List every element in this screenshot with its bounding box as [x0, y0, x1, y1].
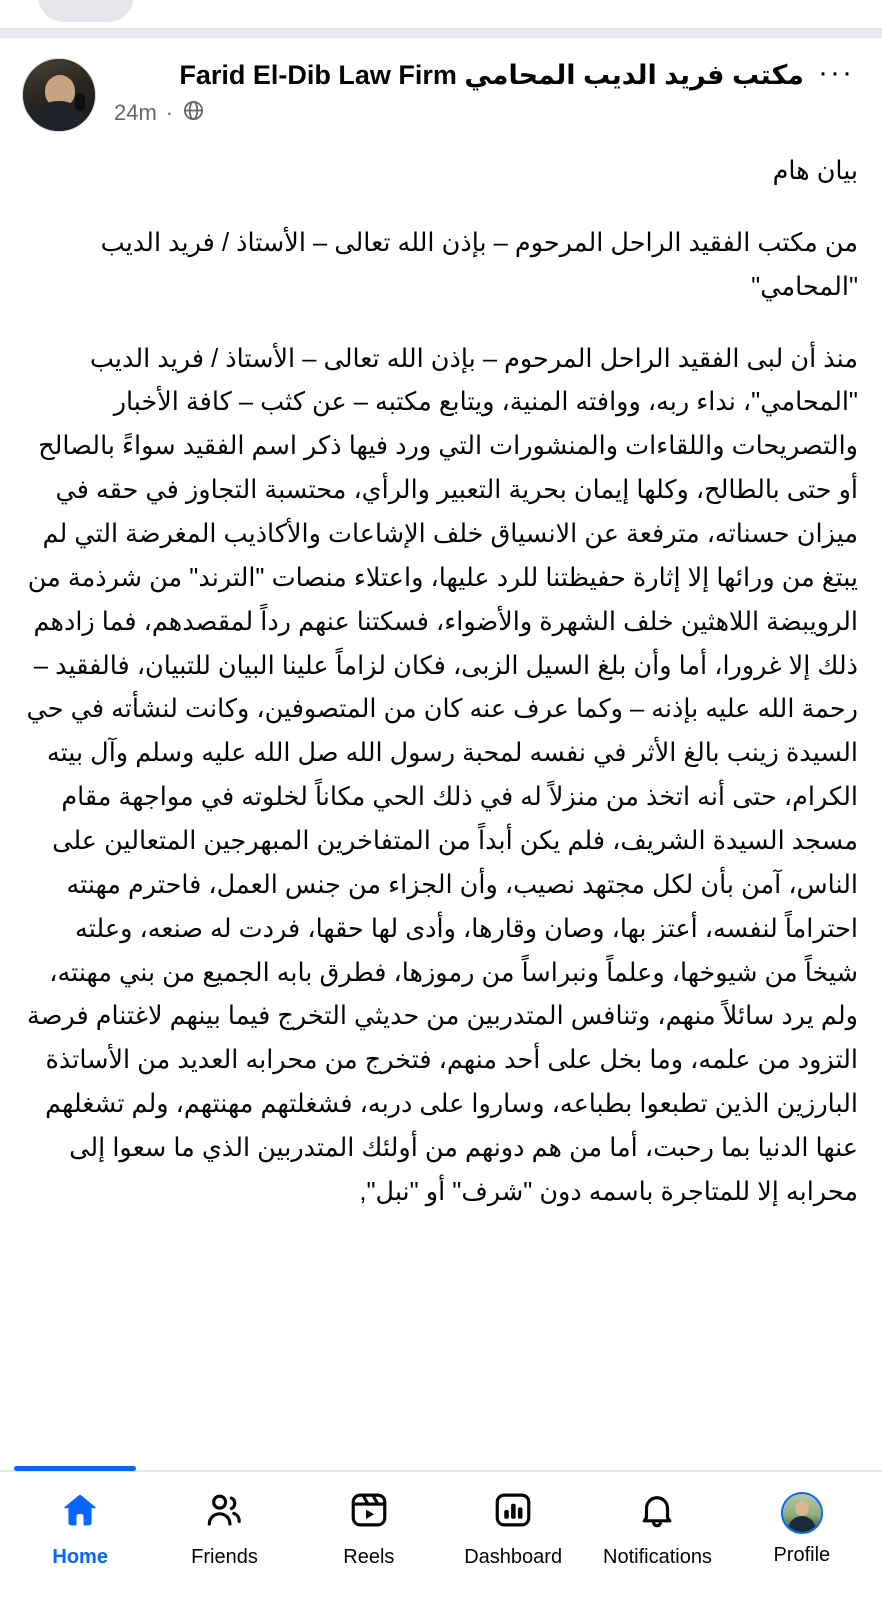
- dashboard-icon: [492, 1489, 534, 1536]
- nav-item-dashboard[interactable]: [441, 1476, 585, 1582]
- post-paragraph-1: بيان هام: [772, 157, 858, 185]
- avatar[interactable]: [22, 58, 96, 132]
- avatar-microphone: [75, 93, 85, 111]
- page-name[interactable]: Farid El-Dib Law Firm مكتب فريد الديب المحامي: [179, 60, 804, 90]
- nav-item-reels[interactable]: [297, 1476, 441, 1582]
- nav-label-reels: Reels: [343, 1546, 395, 1568]
- nav-label-notifications: Notifications: [603, 1546, 712, 1568]
- nav-item-notifications[interactable]: [585, 1476, 729, 1582]
- nav-label-friends: Friends: [191, 1546, 258, 1568]
- friends-icon: [203, 1489, 245, 1536]
- bottom-navigation-bar: [0, 1472, 882, 1600]
- nav-label-profile: Profile: [773, 1543, 831, 1566]
- post-paragraph-2: من مكتب الفقيد الراحل المرحوم – بإذن الله تعالى – الأستاذ / فريد الديب "المحامي": [100, 228, 858, 301]
- meta-separator: ·: [165, 100, 174, 126]
- globe-icon[interactable]: [182, 99, 205, 127]
- scroll-progress-indicator: [14, 1466, 136, 1471]
- post-header-text: [96, 58, 812, 127]
- profile-avatar-icon: [781, 1492, 823, 1534]
- post-meta: [114, 99, 804, 127]
- reels-icon: [348, 1489, 390, 1536]
- nav-item-profile[interactable]: [730, 1476, 874, 1582]
- post-header: [0, 38, 882, 136]
- home-icon: [59, 1489, 101, 1536]
- nav-label-home: Home: [52, 1546, 108, 1568]
- bell-icon: [636, 1489, 678, 1536]
- feed-divider: [0, 28, 882, 38]
- post-body[interactable]: [0, 136, 882, 1470]
- post-more-options-button[interactable]: ···: [818, 56, 854, 89]
- nav-label-dashboard: Dashboard: [464, 1546, 563, 1568]
- nav-item-home[interactable]: [8, 1476, 152, 1582]
- post-timestamp[interactable]: 24m: [114, 100, 157, 126]
- previous-post-remnant: [0, 0, 882, 28]
- nav-item-friends[interactable]: [152, 1476, 296, 1582]
- previous-post-chip: [38, 0, 134, 22]
- profile-avatar-head: [795, 1501, 809, 1516]
- post-paragraph-3: منذ أن لبى الفقيد الراحل المرحوم – بإذن الله تعالى – الأستاذ / فريد الديب "المحامي"، نداء ربه، ووافته المنية، ويتابع مكتبه – عن كثب – كافة الأخبار والتصريحات واللقاءات والمنشورات التي ورد فيها ذكر اسم الفقيد سواءً بالصالح أو حتى بالطالح، وكلها إيمان بحرية التعبير والرأي، محتسبة التجاوز في حقه في ميزان حسناته، مترفعة عن الانسياق خلف الإشاعات والأكاذيب المغرضة التي لم يبتغ من ورائها إلا إثارة حفيظتنا للرد عليها، واعتلاء منصات "الترند" من شرذمة من الرويبضة اللاهثين خلف الشهرة والأضواء، فسكتنا عنهم رداً لمقصدهم، فما زادهم ذلك إلا غرورا، أما وأن بلغ السيل الزبى، فكان لزاماً علينا البيان للتبيان، فالفقيد – رحمة الله عليه بإذنه – وكما عرف عنه كان من المتصوفين، وكانت لنشأته في حي السيدة زينب بالغ الأثر في نفسه لمحبة رسول الله صل الله عليه وسلم وآل بيته الكرام، حتى أنه اتخذ من منزلاً له في ذلك الحي مكاناً لخلوته في مواجهة مقام مسجد السيدة الشريف، فلم يكن أبداً من المتفاخرين المبهرجين المتعالين على الناس، آمن بأن لكل مجتهد نصيب، وأن الجزاء من جنس العمل، فاحترم مهنته احتراماً لنفسه، أعتز بها، وصان وقارها، وأدى لها حقها، فردت له صنعه، وعلته شيخاً من شيوخها، وعلماً ونبراساً من رموزها، فطرق بابه الجميع من بني مهنته، ولم يرد سائلاً منهم، وتنافس المتدربين من حديثي التخرج فيما بينهم لاغتنام فرصة التزود من علمه، وما بخل على أحد منهم، فتخرج من محرابه العديد من الأساتذة البارزين الذين تطبعوا بطباعه، وساروا على دربه، فشغلتهم مهنتهم، ولم تشغلهم عنها الدنيا بما رحبت، أما من هم دونهم من أولئك المتدربين الذي ما سعوا إلى محرابه إلا للمتاجرة باسمه دون "شرف" أو "نبل",: [26, 344, 858, 1206]
